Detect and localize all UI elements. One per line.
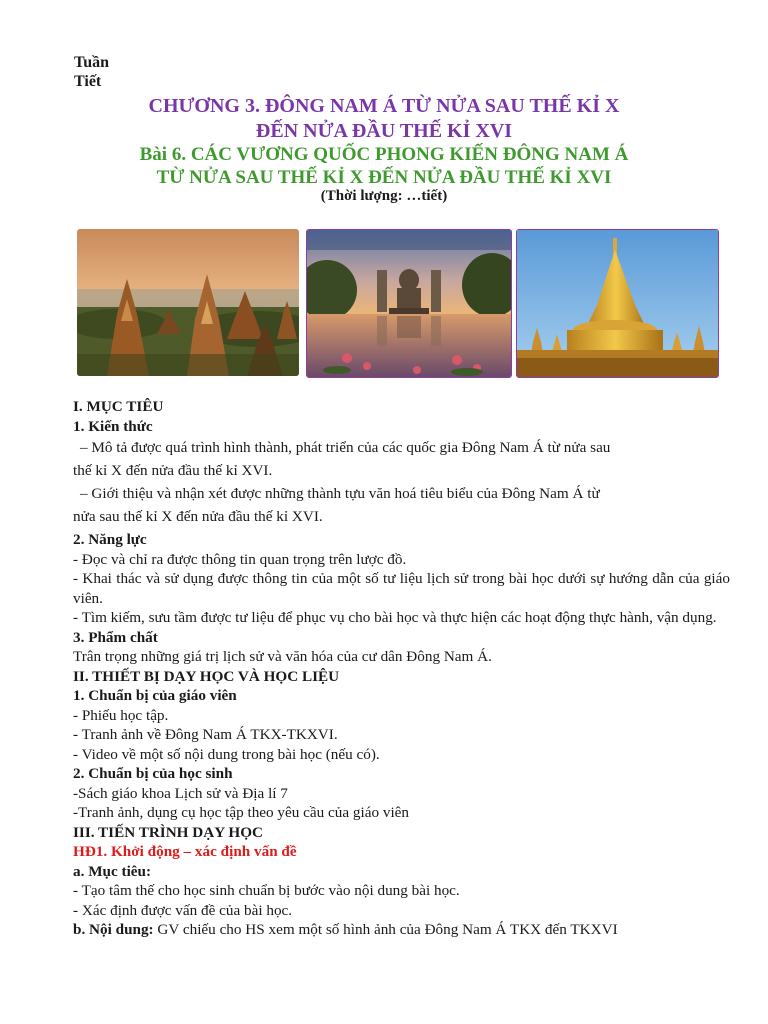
duration-label: (Thời lượng: …tiết) [320, 188, 448, 204]
list-item: – Mô tả được quá trình hình thành, phát triển của các quốc gia Đông Nam Á từ nửa sau [80, 439, 611, 456]
section-1-heading: I. MỤC TIÊU [73, 398, 164, 415]
list-item: - Phiếu học tập. [73, 706, 169, 724]
lesson-title-line-2: TỪ NỬA SAU THẾ KỈ X ĐẾN NỬA ĐẦU THẾ KỈ XVI [156, 167, 612, 188]
chapter-title-line-2: ĐẾN NỬA ĐẦU THẾ KỈ XVI [255, 120, 513, 142]
week-label: Tuần [74, 54, 109, 71]
list-item: -Tranh ảnh, dụng cụ học tập theo yêu cầu của giáo viên [73, 804, 409, 821]
activity-1-heading: HĐ1. Khởi động – xác định vấn đề [73, 843, 297, 860]
content-heading: b. Nội dung: [73, 921, 154, 938]
lesson-title-line-1: Bài 6. CÁC VƯƠNG QUỐC PHONG KIẾN ĐÔNG NAM Á [139, 144, 629, 165]
list-item: – Giới thiệu và nhận xét được những thành tựu văn hoá tiêu biểu của Đông Nam Á từ [80, 485, 600, 502]
period-label: Tiết [74, 73, 102, 90]
document-body [73, 397, 730, 940]
list-item: thế kỉ X đến nửa đầu thế kỉ XVI. [73, 462, 273, 479]
list-item: - Đọc và chỉ ra được thông tin quan trọng trên lược đồ. [73, 550, 407, 568]
qualities-text: Trân trọng những giá trị lịch sử và văn hóa của cư dân Đông Nam Á. [73, 648, 492, 665]
list-item: - Tạo tâm thế cho học sinh chuẩn bị bước vào nội dung bài học. [73, 882, 460, 899]
section-3-heading: III. TIẾN TRÌNH DẠY HỌC [73, 823, 264, 841]
section-1-1-heading: 1. Kiến thức [73, 417, 153, 435]
list-item: - Khai thác và sử dụng được thông tin của một số tư liệu lịch sử trong bài học dưới sự hướng dẫn của giáo viên. [73, 570, 730, 607]
objective-heading: a. Mục tiêu: [73, 862, 152, 880]
golden-pagoda-photo [516, 229, 719, 378]
section-2-heading: II. THIẾT BỊ DẠY HỌC VÀ HỌC LIỆU [73, 667, 340, 685]
content-text: GV chiếu cho HS xem một số hình ảnh của Đông Nam Á TKX đến TKXVI [153, 921, 618, 938]
knowledge-list [73, 436, 730, 528]
section-2-2-heading: 2. Chuẩn bị của học sinh [73, 765, 233, 782]
list-item: -Sách giáo khoa Lịch sử và Địa lí 7 [73, 784, 288, 802]
section-2-1-heading: 1. Chuẩn bị của giáo viên [73, 687, 237, 704]
list-item: - Video về một số nội dung trong bài học (nếu có). [73, 745, 380, 763]
section-1-3-heading: 3. Phẩm chất [73, 628, 158, 646]
list-item: - Tìm kiếm, sưu tầm được tư liệu để phục vụ cho bài học và thực hiện các hoạt động thực hành, vận dụng. [73, 609, 717, 626]
content-paragraph [73, 920, 730, 940]
list-item: nửa sau thế kỉ X đến nửa đầu thế kỉ XVI. [73, 508, 323, 525]
list-item: - Tranh ảnh về Đông Nam Á TKX-TKXVI. [73, 726, 338, 743]
sukhothai-temple-photo [306, 229, 512, 378]
list-item: - Xác định được vấn đề của bài học. [73, 901, 293, 919]
section-1-2-heading: 2. Năng lực [73, 531, 147, 548]
bagan-temples-photo [77, 229, 299, 376]
chapter-title-line-1: CHƯƠNG 3. ĐÔNG NAM Á TỪ NỬA SAU THẾ KỈ X [148, 95, 620, 117]
